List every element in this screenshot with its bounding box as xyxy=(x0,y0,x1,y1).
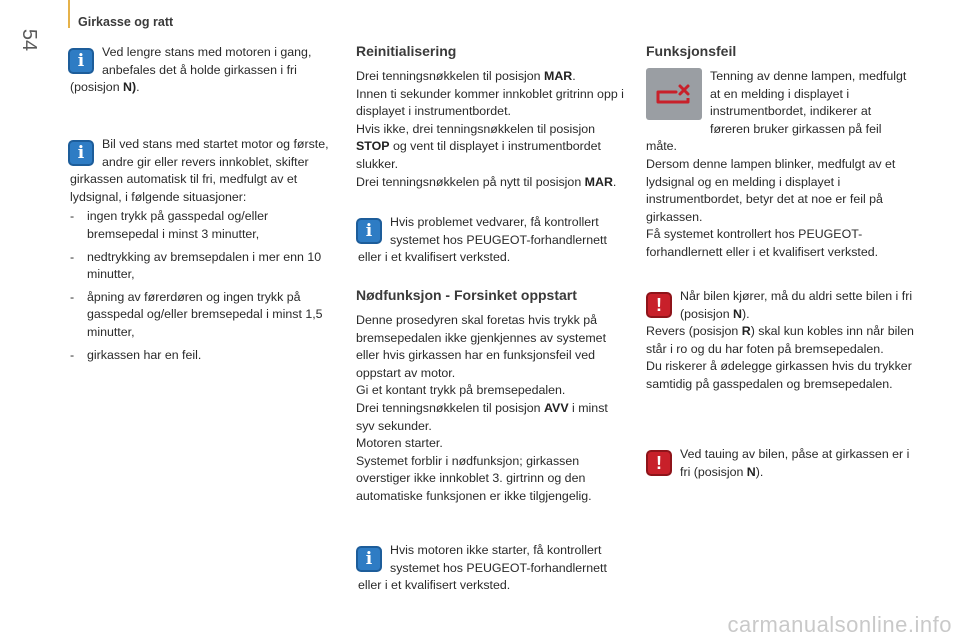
note-problem-persists xyxy=(356,214,628,267)
warning-text-3: Du riskerer å ødelegge girkassen hvis du trykker samtidig på gasspedalen og bremsepedalen. xyxy=(646,359,912,391)
fault-heading: Funksjonsfeil xyxy=(646,43,737,59)
watermark: carmanualsonline.info xyxy=(727,612,952,638)
fault-text-3: Få systemet kontrollert hos PEUGEOT-forhandlernett eller i et kvalifisert verksted. xyxy=(646,227,879,259)
emergency-text-3: Drei tenningsnøkkelen til posisjon AVV i minst syv sekunder. xyxy=(356,400,608,433)
warning-text: Ved tauing av bilen, påse at girkassen er i fri (posisjon N). xyxy=(680,447,910,479)
list-item: - girkassen har en feil. xyxy=(68,347,332,365)
lamp-description: Tenning av denne lampen, medfulgt at en melding i displayet i instrumentbordet, indikerer at føreren bruker girkassen på feil måte. xyxy=(646,69,907,154)
section-title: Girkasse og ratt xyxy=(78,15,174,29)
info-icon: i xyxy=(68,140,94,166)
emergency-text-4: Motoren starter. xyxy=(356,436,443,451)
warning-neutral-driving xyxy=(646,288,914,394)
warning-text-1: Når bilen kjører, må du aldri sette bilen i fri (posisjon N). xyxy=(680,289,913,321)
reinit-section xyxy=(356,42,628,191)
reinit-heading: Reinitialisering xyxy=(356,43,457,59)
warning-icon: ! xyxy=(646,450,672,476)
note-text: Hvis motoren ikke starter, få kontrollert systemet hos PEUGEOT-forhandlernett eller i et kvalifisert verksted. xyxy=(358,543,607,593)
warning-icon: ! xyxy=(646,292,672,318)
note-auto-neutral xyxy=(68,136,332,369)
list-item: - nedtrykking av bremsepdalen i mer enn 10 minutter, xyxy=(68,249,332,284)
situation-list xyxy=(68,208,332,364)
emergency-text-5: Systemet forblir i nødfunksjon; girkassen overstiger ikke innkoblet 3. girtrinn og den automatiske funksjonen er ikke tilgjengelig. xyxy=(356,453,592,503)
warning-text-2: Revers (posisjon R) skal kun kobles inn når bilen står i ro og du har foten på bremsepedalen. xyxy=(646,324,914,356)
emergency-text-2: Gi et kontant trykk på bremsepedalen. xyxy=(356,383,566,398)
warning-towing xyxy=(646,446,914,481)
list-item: - ingen trykk på gasspedal og/eller bremsepedal i minst 3 minutter, xyxy=(68,208,332,243)
emergency-section xyxy=(356,286,628,506)
reinit-step-1: Drei tenningsnøkkelen til posisjon MAR. xyxy=(356,69,576,83)
reinit-step-4: Drei tenningsnøkkelen på nytt til posisjon MAR. xyxy=(356,174,617,189)
note-text: Hvis problemet vedvarer, få kontrollert systemet hos PEUGEOT-forhandlernett eller i et kvalifisert verksted. xyxy=(358,215,607,265)
note-text: Ved lengre stans med motoren i gang, anbefales det å holde girkassen i fri (posisjon N). xyxy=(70,45,312,95)
note-engine-not-start xyxy=(356,542,628,595)
emergency-heading: Nødfunksjon - Forsinket oppstart xyxy=(356,287,577,303)
note-text: Bil ved stans med startet motor og første, andre gir eller revers innkoblet, skifter girkassen automatisk til fri, medfulgt av et lydsignal, i følgende situasjoner: xyxy=(70,137,329,204)
fault-text-2: Dersom denne lampen blinker, medfulgt av et lydsignal og en melding i displayet i instrumentbordet, betyr det at noe er feil på girkassen. xyxy=(646,156,896,224)
gearbox-fault-warning-lamp-icon xyxy=(646,68,702,120)
list-item: - åpning av førerdøren og ingen trykk på gasspedal og/eller bremsepedal i minst 1,5 minutter, xyxy=(68,289,332,342)
note-neutral-recommendation xyxy=(68,44,332,97)
page-number: 54 xyxy=(18,28,40,52)
reinit-step-2: Innen ti sekunder kommer innkoblet gritrinn opp i displayet i instrumentbordet. xyxy=(356,86,624,119)
fault-section xyxy=(646,42,914,262)
reinit-step-3: Hvis ikke, drei tenningsnøkkelen til posisjon STOP og vent til displayet i instrumentbordet slukker. xyxy=(356,121,601,171)
info-icon: i xyxy=(356,218,382,244)
info-icon: i xyxy=(356,546,382,572)
emergency-text-1: Denne prosedyren skal foretas hvis trykk på bremsepedalen ikke gjenkjennes av systemet eller hvis girkassen har en funksjonsfeil ved oppstart av motor. xyxy=(356,313,607,380)
accent-rule xyxy=(68,0,70,28)
info-icon: i xyxy=(68,48,94,74)
